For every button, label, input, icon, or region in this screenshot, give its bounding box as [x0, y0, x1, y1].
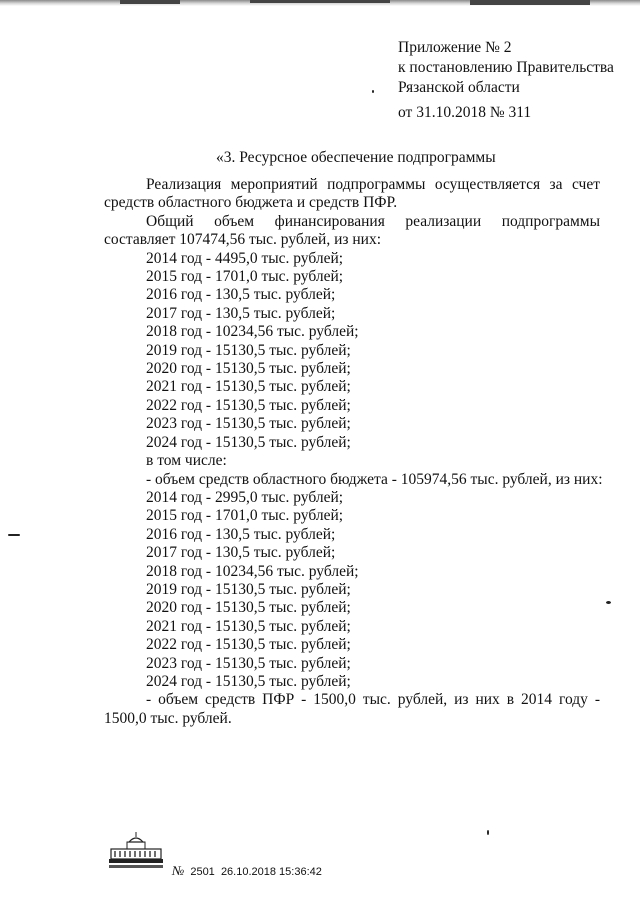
appendix-region: Рязанской области	[398, 79, 520, 96]
list-item: 2018 год - 10234,56 тыс. рублей;	[146, 323, 359, 341]
registration-timestamp: 26.10.2018 15:36:42	[220, 866, 322, 878]
list-item: 2019 год - 15130,5 тыс. рублей;	[146, 580, 351, 598]
scan-streak	[250, 0, 390, 3]
appendix-resolution-ref: к постановлению Правительства	[398, 59, 614, 76]
list-item: 2021 год - 15130,5 тыс. рублей;	[146, 378, 351, 396]
list-item: 2015 год - 1701,0 тыс. рублей;	[146, 268, 344, 286]
list-item: 2018 год - 10234,56 тыс. рублей;	[146, 562, 359, 580]
list-item: 2015 год - 1701,0 тыс. рублей;	[146, 507, 344, 525]
list-item: 2014 год - 4495,0 тыс. рублей;	[146, 249, 344, 267]
scan-mark	[487, 830, 489, 835]
list-item: 2024 год - 15130,5 тыс. рублей;	[146, 672, 351, 690]
list-item: 2016 год - 130,5 тыс. рублей;	[146, 286, 336, 304]
scan-streak	[120, 0, 180, 4]
list-item: 2016 год - 130,5 тыс. рублей;	[146, 525, 336, 543]
paragraph-pfr-volume: - объем средств ПФР - 1500,0 тыс. рублей, из них в 2014 году - 1500,0 тыс. рублей.	[104, 691, 600, 727]
registration-number-symbol: №	[172, 863, 185, 878]
list-item: 2017 год - 130,5 тыс. рублей;	[146, 544, 336, 562]
regional-budget-intro: - объем средств областного бюджета - 105974,56 тыс. рублей, из них:	[146, 470, 603, 488]
list-item: 2022 год - 15130,5 тыс. рублей;	[146, 636, 351, 654]
list-item: 2017 год - 130,5 тыс. рублей;	[146, 304, 336, 322]
list-item: 2020 год - 15130,5 тыс. рублей;	[146, 360, 351, 378]
government-building-stamp-icon	[105, 830, 167, 872]
appendix-date: от 31.10.2018 № 311	[398, 104, 532, 121]
list-item: 2023 год - 15130,5 тыс. рублей;	[146, 415, 351, 433]
list-item: 2014 год - 2995,0 тыс. рублей;	[146, 488, 344, 506]
list-item: 2020 год - 15130,5 тыс. рублей;	[146, 599, 351, 617]
scan-mark	[8, 534, 20, 536]
list-item: 2023 год - 15130,5 тыс. рублей;	[146, 654, 351, 672]
scan-streak	[470, 0, 590, 5]
paragraph-funding-sources: Реализация мероприятий подпрограммы осуществляется за счет средств областного бюджета и средств ПФР.	[104, 176, 600, 212]
list-item: 2019 год - 15130,5 тыс. рублей;	[146, 341, 351, 359]
registration-stamp	[172, 863, 322, 879]
appendix-number: Приложение № 2	[398, 39, 512, 56]
list-item: 2021 год - 15130,5 тыс. рублей;	[146, 617, 351, 635]
document-body	[104, 176, 603, 728]
list-item: 2024 год - 15130,5 тыс. рублей;	[146, 433, 351, 451]
registration-number: 2501	[190, 866, 215, 878]
scan-mark	[606, 601, 611, 604]
appendix-header	[398, 38, 614, 123]
list-item: 2022 год - 15130,5 тыс. рублей;	[146, 396, 351, 414]
registration-footer	[105, 830, 365, 880]
regional-years-list	[104, 489, 600, 691]
scan-mark	[372, 90, 374, 93]
total-years-list	[104, 250, 600, 452]
paragraph-total-volume: Общий объем финансирования реализации подпрограммы составляет 107474,56 тыс. рублей, из них:	[104, 212, 600, 249]
including-label: в том числе:	[146, 452, 227, 470]
section-title: «3. Ресурсное обеспечение подпрограммы	[216, 149, 496, 166]
